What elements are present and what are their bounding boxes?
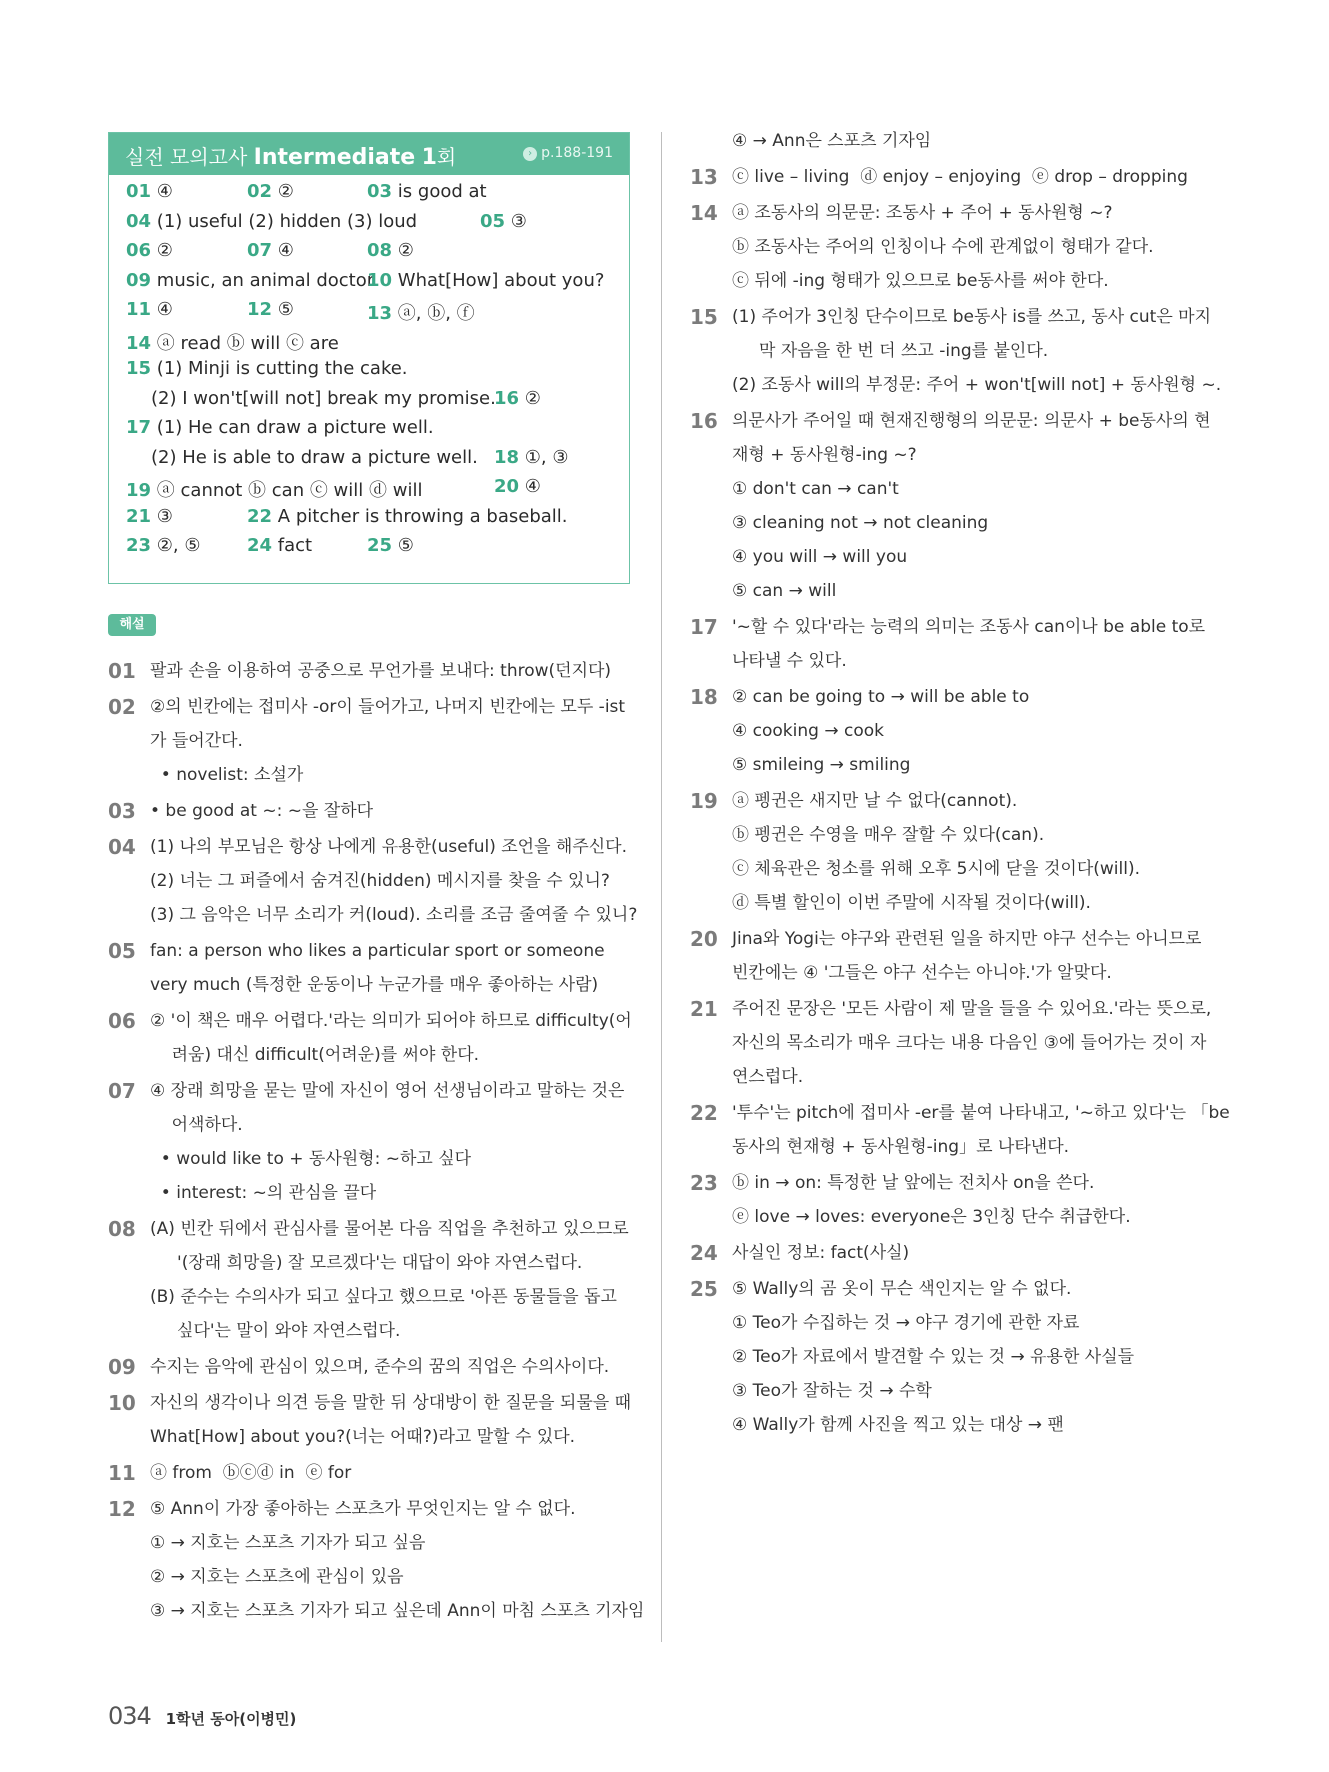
explanation-line: ⓒ 뒤에 -ing 형태가 있으므로 be동사를 써야 한다.	[732, 271, 1109, 291]
explanation-line: 팔과 손을 이용하여 공중으로 무언가를 보내다: throw(던지다)	[150, 661, 612, 681]
explanation-number: 23	[690, 1171, 718, 1195]
explanation-number: 18	[690, 685, 718, 709]
answer-item	[126, 240, 173, 261]
explanation-number: 24	[690, 1241, 718, 1265]
explanation-item	[690, 922, 1230, 990]
answer-item	[247, 506, 568, 527]
explanation-line: ⓒ live – living ⓓ enjoy – enjoying ⓔ drop – dropping	[732, 167, 1188, 187]
explanation-line: Jina와 Yogi는 야구와 관련된 일을 하지만 야구 선수는 아니므로	[732, 929, 1202, 949]
explanation-line: 주어진 문장은 '모든 사람이 제 말을 들을 수 있어요.'라는 뜻으로,	[732, 999, 1212, 1019]
answer-number: 09	[126, 269, 152, 291]
explanation-item	[108, 1456, 638, 1490]
explanation-line: ② → 지호는 스포츠에 관심이 있음	[150, 1567, 404, 1587]
explanation-number: 17	[690, 615, 718, 639]
column-divider	[661, 132, 662, 1642]
explanation-item	[690, 124, 1230, 158]
answer-number: 05	[480, 210, 506, 232]
explanation-line: 빈칸에는 ④ '그들은 야구 선수는 아니야.'가 알맞다.	[732, 963, 1112, 983]
answer-text: ⓐ cannot ⓑ can ⓒ will ⓓ will	[156, 480, 423, 501]
answer-item	[367, 270, 604, 291]
answer-text: ②	[156, 240, 173, 261]
answer-number: 24	[247, 535, 273, 556]
explanation-line: ⑤ Ann이 가장 좋아하는 스포츠가 무엇인지는 알 수 없다.	[150, 1499, 576, 1519]
answer-item	[494, 388, 541, 409]
explanation-item	[108, 690, 638, 792]
explanation-item	[690, 196, 1230, 298]
explanation-number: 06	[108, 1009, 136, 1033]
answer-item	[126, 476, 422, 502]
explanation-line: (B) 준수는 수의사가 되고 싶다고 했으므로 '아픈 동물들을 돕고	[150, 1287, 617, 1307]
answer-item	[494, 447, 569, 468]
answer-text: (1) He can draw a picture well.	[156, 417, 434, 438]
answer-number: 21	[126, 505, 152, 527]
explanation-item	[108, 1074, 638, 1210]
explanation-number: 15	[690, 305, 718, 329]
answer-box-header	[109, 133, 629, 175]
explanation-line: ⓒ 체육관은 청소를 위해 오후 5시에 닫을 것이다(will).	[732, 859, 1140, 879]
explanation-line: 의문사가 주어일 때 현재진행형의 의문문: 의문사 + be동사의 현	[732, 411, 1211, 431]
explanation-line: (A) 빈칸 뒤에서 관심사를 물어본 다음 직업을 추천하고 있으므로	[150, 1219, 629, 1239]
title-prefix: 실전 모의고사	[125, 145, 248, 169]
answer-text: (2) I won't[will not] break my promise.	[151, 387, 496, 409]
explanation-number: 07	[108, 1079, 136, 1103]
explanation-item	[690, 992, 1230, 1094]
explanation-number: 22	[690, 1101, 718, 1125]
explanation-line: 자신의 생각이나 의견 등을 말한 뒤 상대방이 한 질문을 되물을 때	[150, 1393, 632, 1413]
answer-number: 20	[494, 476, 520, 497]
explanation-line: 자신의 목소리가 매우 크다는 내용 다음인 ③에 들어가는 것이 자	[732, 1033, 1207, 1053]
answer-text: (1) Minji is cutting the cake.	[156, 358, 408, 379]
explanation-line: • would like to + 동사원형: ~하고 싶다	[150, 1149, 472, 1169]
answer-item	[126, 358, 408, 379]
explanation-number: 25	[690, 1277, 718, 1301]
answer-text: A pitcher is throwing a baseball.	[277, 505, 568, 527]
book-title: 1학년 동아(이병민)	[165, 1710, 297, 1728]
explanation-item	[108, 654, 638, 688]
answer-item	[367, 181, 487, 202]
explanation-number: 20	[690, 927, 718, 951]
answer-item	[367, 535, 414, 556]
answer-number: 03	[367, 181, 393, 202]
answer-text: ⓐ, ⓑ, ⓕ	[397, 303, 475, 324]
explanation-number: 16	[690, 409, 718, 433]
explanation-number: 05	[108, 939, 136, 963]
explanation-line: ⓓ 특별 할인이 이번 주말에 시작될 것이다(will).	[732, 893, 1091, 913]
explanation-item	[690, 680, 1230, 782]
explanation-number: 09	[108, 1355, 136, 1379]
answer-text: ③	[156, 505, 173, 527]
explanation-line: ③ → 지호는 스포츠 기자가 되고 싶은데 Ann이 마침 스포츠 기자임	[150, 1601, 645, 1621]
explanation-line: 연스럽다.	[732, 1067, 804, 1087]
explanation-line: 가 들어간다.	[150, 731, 243, 751]
footer	[108, 1702, 296, 1730]
explanation-number: 14	[690, 201, 718, 225]
answer-number: 22	[247, 505, 273, 527]
answer-item	[126, 181, 173, 202]
answer-text: What[How] about you?	[397, 269, 605, 291]
answer-item	[151, 388, 496, 409]
explanation-line: 수지는 음악에 관심이 있으며, 준수의 꿈의 직업은 수의사이다.	[150, 1357, 610, 1377]
explanation-number: 19	[690, 789, 718, 813]
answer-text: ④	[524, 476, 541, 497]
explanation-item	[690, 1096, 1230, 1164]
explanation-line: 싶다'는 말이 와야 자연스럽다.	[150, 1321, 401, 1341]
explanation-line: ⓔ love → loves: everyone은 3인칭 단수 취급한다.	[732, 1207, 1131, 1227]
explanation-item	[690, 1236, 1230, 1270]
explanation-line: ⓐ 펭귄은 새지만 날 수 없다(cannot).	[732, 791, 1018, 811]
answer-number: 04	[126, 210, 152, 232]
answer-number: 01	[126, 181, 152, 202]
explanation-number: 08	[108, 1217, 136, 1241]
answer-text: ④	[156, 181, 173, 202]
explanation-line: (2) 너는 그 퍼즐에서 숨겨진(hidden) 메시지를 찾을 수 있니?	[150, 871, 610, 891]
answer-item	[247, 535, 312, 556]
answer-number: 07	[247, 240, 273, 261]
explanation-number: 02	[108, 695, 136, 719]
answer-box	[108, 132, 630, 584]
explanation-line: (3) 그 음악은 너무 소리가 커(loud). 소리를 조금 줄여줄 수 있니?	[150, 905, 638, 925]
answer-text: ②	[524, 387, 541, 409]
explanation-line: ②의 빈칸에는 접미사 -or이 들어가고, 나머지 빈칸에는 모두 -ist	[150, 697, 626, 717]
answer-item	[126, 270, 374, 291]
explanation-line: 재형 + 동사원형-ing ~?	[732, 445, 917, 465]
explanation-line: • interest: ~의 관심을 끌다	[150, 1183, 377, 1203]
answer-number: 10	[367, 269, 393, 291]
explanation-item	[108, 1492, 645, 1628]
explanation-item	[108, 1386, 638, 1454]
answer-item	[367, 240, 414, 261]
explanation-number: 21	[690, 997, 718, 1021]
explanation-line: 막 자음을 한 번 더 쓰고 -ing를 붙인다.	[732, 341, 1049, 361]
explanation-number: 11	[108, 1461, 136, 1485]
answer-text: ⑤	[397, 535, 414, 556]
title-suffix: 회	[436, 145, 457, 169]
explanation-line: ⓑ 조동사는 주어의 인칭이나 수에 관계없이 형태가 같다.	[732, 237, 1154, 257]
explanation-line: ⓐ from ⓑⓒⓓ in ⓔ for	[150, 1463, 352, 1483]
answer-item	[367, 299, 475, 325]
explanation-line: '투수'는 pitch에 접미사 -er를 붙여 나타내고, '~하고 있다'는 「be	[732, 1103, 1230, 1123]
explanation-item	[108, 794, 638, 828]
explanation-line: fan: a person who likes a particular sport or someone	[150, 941, 605, 961]
answer-item	[247, 240, 294, 261]
answer-item	[247, 181, 294, 202]
answer-number: 23	[126, 535, 152, 556]
explanation-line: ③ cleaning not → not cleaning	[732, 513, 989, 533]
explanation-number: 10	[108, 1391, 136, 1415]
answer-text: ⑤	[277, 299, 294, 320]
answer-text: (2) He is able to draw a picture well.	[151, 446, 478, 468]
page-number: 034	[108, 1702, 151, 1730]
explanation-item	[690, 610, 1230, 678]
answer-box-title	[125, 141, 456, 170]
answer-item	[480, 211, 527, 232]
answer-text: ②	[277, 181, 294, 202]
explanation-line: 사실인 정보: fact(사실)	[732, 1243, 910, 1263]
chevron-right-icon: ›	[523, 147, 537, 161]
explanation-line: 동사의 현재형 + 동사원형-ing」로 나타낸다.	[732, 1137, 1070, 1157]
explanation-line: • be good at ~: ~을 잘하다	[150, 801, 374, 821]
explanation-line: ① Teo가 수집하는 것 → 야구 경기에 관한 자료	[732, 1313, 1080, 1333]
explanation-line: (1) 나의 부모님은 항상 나에게 유용한(useful) 조언을 해주신다.	[150, 837, 628, 857]
answer-item	[247, 299, 294, 320]
explanation-line: (1) 주어가 3인칭 단수이므로 be동사 is를 쓰고, 동사 cut은 마지	[732, 307, 1211, 327]
explanation-line: ⓐ 조동사의 의문문: 조동사 + 주어 + 동사원형 ~?	[732, 203, 1113, 223]
answer-item	[126, 506, 173, 527]
answer-item	[126, 417, 434, 438]
explanation-number: 13	[690, 165, 718, 189]
explanation-line: ① → 지호는 스포츠 기자가 되고 싶음	[150, 1533, 426, 1553]
explanation-line: ⓑ 펭귄은 수영을 매우 잘할 수 있다(can).	[732, 825, 1045, 845]
answer-number: 08	[367, 240, 393, 261]
explanation-item	[690, 160, 1230, 194]
explanation-line: ④ → Ann은 스포츠 기자임	[732, 131, 932, 151]
explanation-line: ④ cooking → cook	[732, 721, 884, 741]
answer-text: ②	[397, 240, 414, 261]
answer-number: 06	[126, 240, 152, 261]
answer-number: 12	[247, 299, 273, 320]
explanation-item	[690, 404, 1230, 608]
title-round: 1	[421, 145, 437, 170]
answer-number: 02	[247, 181, 273, 202]
answer-text: ④	[156, 299, 173, 320]
explanation-line: ④ Wally가 함께 사진을 찍고 있는 대상 → 팬	[732, 1415, 1064, 1435]
answer-item	[126, 329, 339, 355]
explanation-line: ② can be going to → will be able to	[732, 687, 1030, 707]
explanation-line: ⑤ Wally의 곰 옷이 무슨 색인지는 알 수 없다.	[732, 1279, 1072, 1299]
answer-text: ②, ⑤	[156, 535, 201, 556]
explanation-item	[108, 1350, 638, 1384]
explanation-line: ② '이 책은 매우 어렵다.'라는 의미가 되어야 하므로 difficulty(어	[150, 1011, 632, 1031]
explanation-line: 려움) 대신 difficult(어려운)를 써야 한다.	[150, 1045, 480, 1065]
explanation-line: 나타낼 수 있다.	[732, 651, 847, 671]
explanation-badge: 해설	[108, 614, 156, 636]
answer-item	[126, 535, 201, 556]
explanation-line: • novelist: 소설가	[150, 765, 304, 785]
explanation-line: ⑤ smileing → smiling	[732, 755, 911, 775]
answer-text: is good at	[397, 181, 487, 202]
explanation-line: very much (특정한 운동이나 누군가를 매우 좋아하는 사람)	[150, 975, 599, 995]
explanation-item	[690, 1166, 1230, 1234]
page-range	[523, 145, 613, 161]
answer-item	[494, 476, 541, 497]
answer-number: 17	[126, 417, 152, 438]
answer-number: 18	[494, 446, 520, 468]
answer-text: ⓐ read ⓑ will ⓒ are	[156, 332, 339, 354]
answer-text: ①, ③	[524, 446, 569, 468]
explanation-item	[690, 300, 1230, 402]
answer-number: 11	[126, 299, 152, 320]
explanation-item	[108, 830, 638, 932]
answer-number: 16	[494, 387, 520, 409]
explanation-line: ⑤ can → will	[732, 581, 837, 601]
explanation-line: ① don't can → can't	[732, 479, 899, 499]
explanation-number: 03	[108, 799, 136, 823]
answer-text: fact	[277, 535, 313, 556]
explanation-line: '(장래 희망을) 잘 모르겠다'는 대답이 와야 자연스럽다.	[150, 1253, 583, 1273]
explanation-number: 04	[108, 835, 136, 859]
explanation-line: ③ Teo가 잘하는 것 → 수학	[732, 1381, 932, 1401]
explanation-item	[690, 1272, 1230, 1442]
explanation-line: ④ 장래 희망을 묻는 말에 자신이 영어 선생님이라고 말하는 것은	[150, 1081, 625, 1101]
explanation-number: 01	[108, 659, 136, 683]
title-brand: Intermediate	[253, 145, 416, 170]
page-range-text: p.188-191	[541, 145, 613, 161]
explanation-line: 어색하다.	[150, 1115, 243, 1135]
answer-text: ③	[510, 210, 527, 232]
answer-number: 19	[126, 480, 152, 501]
explanation-item	[108, 1004, 638, 1072]
explanation-item	[108, 1212, 638, 1348]
explanation-line: ④ you will → will you	[732, 547, 908, 567]
explanation-item	[690, 784, 1230, 920]
answer-number: 25	[367, 535, 393, 556]
answer-text: ④	[277, 240, 294, 261]
explanation-line: ② Teo가 자료에서 발견할 수 있는 것 → 유용한 사실들	[732, 1347, 1135, 1367]
answer-item	[151, 447, 478, 468]
answer-item	[126, 211, 417, 232]
explanation-line: (2) 조동사 will의 부정문: 주어 + won't[will not] + 동사원형 ~.	[732, 375, 1222, 395]
answer-number: 14	[126, 332, 152, 354]
answer-text: (1) useful (2) hidden (3) loud	[156, 210, 418, 232]
explanation-line: ⓑ in → on: 특정한 날 앞에는 전치사 on을 쓴다.	[732, 1173, 1095, 1193]
answer-number: 15	[126, 358, 152, 379]
explanation-number: 12	[108, 1497, 136, 1521]
explanation-line: What[How] about you?(너는 어때?)라고 말할 수 있다.	[150, 1427, 576, 1447]
explanation-item	[108, 934, 638, 1002]
answer-item	[126, 299, 173, 320]
answer-number: 13	[367, 303, 393, 324]
explanation-line: '~할 수 있다'라는 능력의 의미는 조동사 can이나 be able to로	[732, 617, 1206, 637]
answer-text: music, an animal doctor	[156, 269, 375, 291]
